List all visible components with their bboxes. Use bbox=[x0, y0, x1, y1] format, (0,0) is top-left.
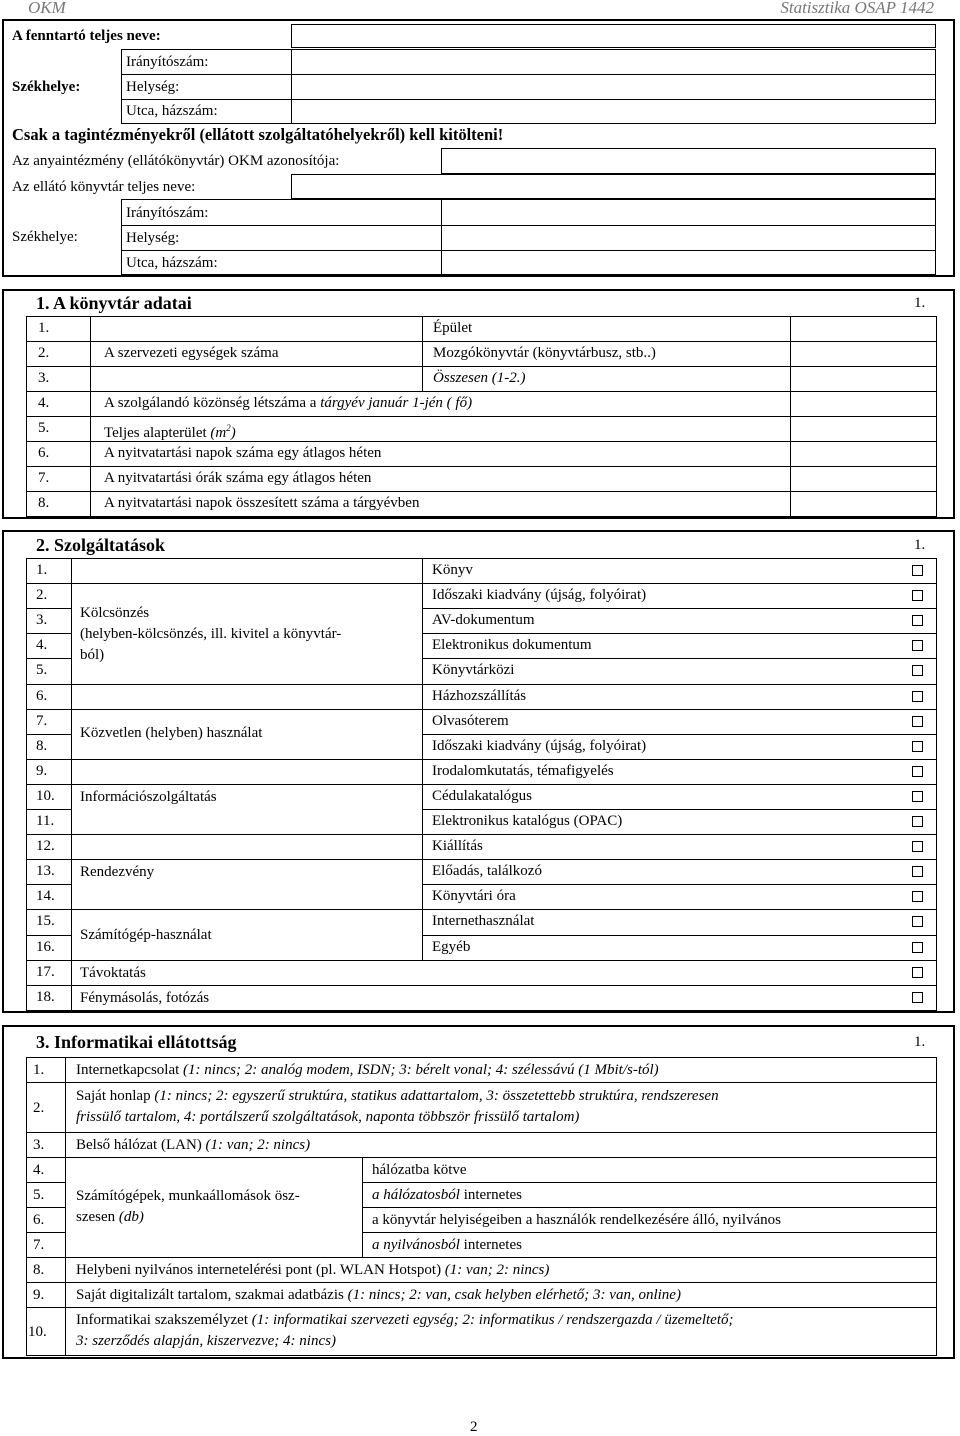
s2-item-label: Elektronikus katalógus (OPAC) bbox=[432, 813, 623, 829]
s2-row-num: 5. bbox=[36, 662, 48, 678]
s1-row-label: A szolgálandó közönség létszáma a tárgyév január 1-jén ( fő) bbox=[104, 395, 473, 411]
s1-row-num: 8. bbox=[38, 495, 50, 511]
group-kolcsonzes-line2: (helyben-kölcsönzés, ill. kivitel a könyvtár- bbox=[80, 626, 342, 642]
s3-row-num: 8. bbox=[33, 1262, 45, 1278]
s2-item-label: Könyv bbox=[432, 562, 473, 578]
s1-row-num: 2. bbox=[38, 345, 50, 361]
s3-row-num: 9. bbox=[33, 1287, 45, 1303]
service-checkbox[interactable] bbox=[912, 942, 923, 953]
header-left: OKM bbox=[28, 0, 66, 17]
section1-col: 1. bbox=[914, 295, 926, 311]
s2-row-num: 12. bbox=[36, 838, 55, 854]
s2-row-num: 2. bbox=[36, 587, 48, 603]
s2-row-num: 17. bbox=[36, 964, 55, 980]
iranyitoszam1-label: Irányítószám: bbox=[126, 54, 209, 70]
s1-row-num: 7. bbox=[38, 470, 50, 486]
service-checkbox[interactable] bbox=[912, 615, 923, 626]
fenntarto-name-field[interactable] bbox=[291, 24, 936, 48]
service-checkbox[interactable] bbox=[912, 916, 923, 927]
s1-row-label: A szervezeti egységek száma bbox=[104, 345, 279, 361]
szekhely1-fields[interactable] bbox=[121, 49, 936, 124]
networked-label: hálózatba kötve bbox=[372, 1162, 467, 1178]
s3-row-num: 3. bbox=[33, 1137, 45, 1153]
service-checkbox[interactable] bbox=[912, 841, 923, 852]
s1-sub-label: Épület bbox=[433, 320, 473, 336]
s2-row-num: 3. bbox=[36, 612, 48, 628]
notice-text: Csak a tagintézményekről (ellátott szolgáltatóhelyekről) kell kitölteni! bbox=[12, 125, 504, 144]
group-fenymasolas: Fénymásolás, fotózás bbox=[80, 990, 210, 1006]
ellato-label: Az ellátó könyvtár teljes neve: bbox=[12, 179, 196, 195]
s1-sub-label: Összesen (1-2.) bbox=[433, 370, 526, 386]
s3-row-num: 5. bbox=[33, 1187, 45, 1203]
s2-row-num: 16. bbox=[36, 939, 55, 955]
it-staff-label-line2: 3: szerződés alapján, kiszervezve; 4: nincs) bbox=[76, 1333, 336, 1349]
szekhely2-fields[interactable] bbox=[121, 199, 936, 275]
page-number: 2 bbox=[470, 1419, 478, 1435]
internet-connection-label: Internetkapcsolat (1: nincs; 2: analóg modem, ISDN; 3: bérelt vonal; 4: szélessávú (1 Mbit/s-tól) bbox=[76, 1062, 659, 1078]
group-rendezveny: Rendezvény bbox=[80, 864, 155, 880]
s3-row-num: 1. bbox=[33, 1062, 45, 1078]
group-tavoktatas: Távoktatás bbox=[80, 965, 146, 981]
s1-row-num: 3. bbox=[38, 370, 50, 386]
helyseg2-label: Helység: bbox=[126, 230, 180, 246]
s2-row-num: 8. bbox=[36, 738, 48, 754]
s1-value-cell[interactable] bbox=[791, 317, 936, 516]
service-checkbox[interactable] bbox=[912, 716, 923, 727]
hotspot-label: Helybeni nyilvános internetelérési pont (pl. WLAN Hotspot) (1: van; 2: nincs) bbox=[76, 1262, 550, 1278]
s1-row-num: 5. bbox=[38, 420, 50, 436]
computers-label-line2: szesen (db) bbox=[76, 1209, 144, 1225]
s2-row-num: 18. bbox=[36, 989, 55, 1005]
computers-label: Számítógépek, munkaállomások ösz- bbox=[76, 1188, 300, 1204]
fenntarto-label: A fenntartó teljes neve: bbox=[12, 28, 161, 44]
s2-item-label: Irodalomkutatás, témafigyelés bbox=[432, 763, 614, 779]
s2-row-num: 13. bbox=[36, 863, 55, 879]
s3-row-num: 4. bbox=[33, 1162, 45, 1178]
s1-row-num: 4. bbox=[38, 395, 50, 411]
s3-row-num: 6. bbox=[33, 1212, 45, 1228]
homepage-label-line2: frissülő tartalom, 4: portálszerű szolgáltatások, naponta többször frissülő tartalom) bbox=[76, 1109, 580, 1125]
section1-title: 1. A könyvtár adatai bbox=[36, 293, 192, 313]
digital-content-label: Saját digitalizált tartalom, szakmai adatbázis (1: nincs; 2: van, csak helyben elérhető; 3: van, online) bbox=[76, 1287, 681, 1303]
service-checkbox[interactable] bbox=[912, 590, 923, 601]
group-szamitogep: Számítógép-használat bbox=[80, 927, 212, 943]
lan-label: Belső hálózat (LAN) (1: van; 2: nincs) bbox=[76, 1137, 311, 1153]
s1-row-label: A nyitvatartási napok száma egy átlagos héten bbox=[104, 445, 382, 461]
service-checkbox[interactable] bbox=[912, 665, 923, 676]
s2-item-label: Házhozszállítás bbox=[432, 688, 527, 704]
homepage-label: Saját honlap (1: nincs; 2: egyszerű struktúra, statikus adattartalom, 3: összetettebb struktúra, rendszeresen bbox=[76, 1088, 719, 1104]
section2-col: 1. bbox=[914, 537, 926, 553]
group-informacio: Információszolgáltatás bbox=[80, 789, 217, 805]
s1-sub-label: Mozgókönyvtár (könyvtárbusz, stb..) bbox=[433, 345, 656, 361]
s2-row-num: 7. bbox=[36, 713, 48, 729]
s3-row-num: 2. bbox=[33, 1100, 45, 1116]
service-checkbox[interactable] bbox=[912, 791, 923, 802]
public-label: a könyvtár helyiségeiben a használók rendelkezésére álló, nyilvános bbox=[372, 1212, 782, 1228]
utca1-label: Utca, házszám: bbox=[126, 103, 218, 119]
group-kolcsonzes: Kölcsönzés bbox=[80, 605, 150, 621]
section2-title: 2. Szolgáltatások bbox=[36, 535, 166, 555]
s1-row-label: Teljes alapterület $(m^2)$ bbox=[104, 423, 236, 441]
service-checkbox[interactable] bbox=[912, 866, 923, 877]
s2-item-label: Könyvtárközi bbox=[432, 662, 515, 678]
szekhely1-label: Székhelye: bbox=[12, 79, 81, 95]
s2-row-num: 9. bbox=[36, 763, 48, 779]
service-checkbox[interactable] bbox=[912, 891, 923, 902]
s2-item-label: Időszaki kiadvány (újság, folyóirat) bbox=[432, 587, 647, 603]
ellato-name-field[interactable] bbox=[291, 174, 936, 199]
s1-row-num: 6. bbox=[38, 445, 50, 461]
okm-id-field[interactable] bbox=[441, 148, 936, 174]
service-checkbox[interactable] bbox=[912, 816, 923, 827]
s2-row-num: 6. bbox=[36, 688, 48, 704]
s2-row-num: 4. bbox=[36, 637, 48, 653]
s1-row-label: A nyitvatartási napok összesített száma a tárgyévben bbox=[104, 495, 420, 511]
szekhely2-label: Székhelye: bbox=[12, 229, 78, 245]
s2-item-label: Egyéb bbox=[432, 939, 471, 955]
service-checkbox[interactable] bbox=[912, 741, 923, 752]
s2-item-label: Elektronikus dokumentum bbox=[432, 637, 592, 653]
section3-col: 1. bbox=[914, 1034, 926, 1050]
s2-row-num: 1. bbox=[36, 562, 48, 578]
section3-title: 3. Informatikai ellátottság bbox=[36, 1032, 237, 1052]
utca2-label: Utca, házszám: bbox=[126, 255, 218, 271]
service-checkbox[interactable] bbox=[912, 967, 923, 978]
s2-row-num: 14. bbox=[36, 888, 55, 904]
group-kolcsonzes-line3: ból) bbox=[80, 647, 105, 663]
header-right: Statisztika OSAP 1442 bbox=[780, 0, 934, 17]
it-staff-label: Informatikai szakszemélyzet (1: informatikai szervezeti egység; 2: informatikus / rendszergazda / üzemeltető; bbox=[76, 1312, 734, 1328]
service-checkbox[interactable] bbox=[912, 565, 923, 576]
s2-item-label: Internethasználat bbox=[432, 913, 535, 929]
s2-item-label: AV-dokumentum bbox=[432, 612, 535, 628]
s2-row-num: 15. bbox=[36, 913, 55, 929]
service-checkbox[interactable] bbox=[912, 691, 923, 702]
s2-item-label: Időszaki kiadvány (újság, folyóirat) bbox=[432, 738, 647, 754]
group-kozvetlen: Közvetlen (helyben) használat bbox=[80, 725, 263, 741]
s3-row-num: 7. bbox=[33, 1237, 45, 1253]
s2-item-label: Előadás, találkozó bbox=[432, 863, 542, 879]
helyseg1-label: Helység: bbox=[126, 79, 180, 95]
s2-item-label: Kiállítás bbox=[432, 838, 483, 854]
iranyitoszam2-label: Irányítószám: bbox=[126, 205, 209, 221]
s2-item-label: Könyvtári óra bbox=[432, 888, 516, 904]
service-checkbox[interactable] bbox=[912, 766, 923, 777]
okm-id-label: Az anyaintézmény (ellátókönyvtár) OKM azonosítója: bbox=[12, 153, 340, 169]
s2-item-label: Cédulakatalógus bbox=[432, 788, 532, 804]
s2-row-num: 11. bbox=[36, 813, 55, 829]
public-internet-label: a nyilvánosból internetes bbox=[372, 1237, 522, 1253]
networked-internet-label: a hálózatosból internetes bbox=[372, 1187, 522, 1203]
s2-item-label: Olvasóterem bbox=[432, 713, 509, 729]
s2-row-num: 10. bbox=[36, 788, 55, 804]
s1-row-label: A nyitvatartási órák száma egy átlagos héten bbox=[104, 470, 372, 486]
service-checkbox[interactable] bbox=[912, 640, 923, 651]
s3-row-num: 10. bbox=[28, 1324, 47, 1340]
service-checkbox[interactable] bbox=[912, 992, 923, 1003]
s1-row-num: 1. bbox=[38, 320, 50, 336]
